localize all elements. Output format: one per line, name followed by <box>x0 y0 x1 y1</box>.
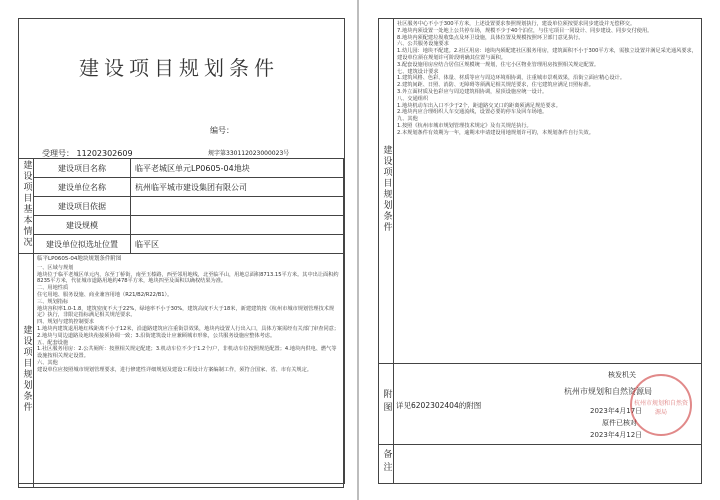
serial-label: 编号： <box>210 126 234 135</box>
row-value <box>131 216 344 235</box>
verify-date: 2023年4月12日 <box>590 431 643 439</box>
paragraph: 1.社区服务用房：2.公共厕所：按照相关规定配建；3.机动车位不少于1.2个/户，非机动车位按照规范配置；4.地块内供电、燃气等设施按相关规定设置。 <box>37 346 337 360</box>
paragraph: 8.地块内须配建垃圾收集点及环卫设施，具体位置及规模按照环卫部门意见执行。 <box>397 34 584 41</box>
paragraph: 七、建筑设计要求 <box>397 68 439 75</box>
paragraph: 2.建筑间距、日照、消防、无障碍等须满足相关规范要求，住宅建筑应满足日照标准。 <box>397 82 594 89</box>
row-value <box>131 197 344 216</box>
paragraph: 九、其他 <box>397 116 418 123</box>
note-label: 备注 <box>379 445 394 484</box>
handwritten-verify: 原件已核对 <box>602 419 637 427</box>
paragraph: 1.幼儿园：地块不配建。2.社区用房：地块内须配建社区服务用房，建筑面积不小于300平方米，需独立设置并满足采光通风要求，建设单位须在规划许可阶段明确其位置与面积。 <box>397 48 697 61</box>
paragraph: 1.地块机动车出入口不少于2个，距道路交叉口的距离须满足规范要求。 <box>397 102 561 109</box>
issue-date: 2023年4月17日 <box>590 407 643 415</box>
permit-number: 规字第330112023000023号 <box>208 150 290 157</box>
attach-label: 附图 <box>379 364 394 445</box>
paragraph: 地块位于临平老城区单元内，东至丁桥街，南至玉榛路，西至邻用地线，北至临平山，用地总面积8713.15平方米。其中出让面积约8235平方米，代征城市道路用地约478平方米，地块四至及面积以确权结果为准。 <box>37 271 339 285</box>
paragraph: 八、交通组织 <box>397 95 429 102</box>
row-value: 杭州临平城市建设集团有限公司 <box>131 178 344 197</box>
paragraph: 3.外立面材质及色彩应与周边建筑相协调，屋顶设施应统一设计。 <box>397 88 548 95</box>
attachment-cell <box>394 364 702 445</box>
paragraph: 四、规划与建筑控制要求 <box>37 319 95 326</box>
note-cell <box>394 445 702 484</box>
paragraph: 六、公共服务设施要求 <box>397 41 449 48</box>
paragraph: 2.本规划条件有效期为一年，逾期未申请建设用地规划许可的，本规划条件自行失效。 <box>397 129 594 136</box>
row-label: 建设项目依据 <box>34 197 131 216</box>
paragraph: 二、用地性质 <box>37 285 69 292</box>
paragraph: 住宅用地、服务设施、商业兼容用地（R21/B2/R22/B1）。 <box>37 291 173 298</box>
row-label: 建设规模 <box>34 216 131 235</box>
attachment-reference: 详见6202302404的附图 <box>396 401 482 410</box>
paragraph: 五、配套设施 <box>37 339 69 346</box>
accept-value: 11202302609 <box>76 149 133 158</box>
document-title: 建设项目规划条件 <box>79 56 279 80</box>
basic-info-table <box>18 158 344 488</box>
paragraph: 地块容积率1.0-1.8，建筑密度不大于22%，绿地率不小于30%，建筑高度不大于18米，新建建筑按《杭州市城市规划管理技术规定》执行，非限定指标满足相关规范要求。 <box>37 305 335 319</box>
row-label: 建设项目名称 <box>34 159 131 178</box>
paragraph: 1.建筑风格、色彩、体量、材质等应与周边环境相协调，注重城市景观效果，沿街立面应精心设计。 <box>397 75 626 82</box>
accept-label: 受理号： <box>42 149 74 158</box>
handwritten-issuer: 核发机关 <box>608 371 636 379</box>
paragraph: 1.按照《杭州市城市规划管理技术规定》及有关规范执行。 <box>397 122 532 129</box>
page-divider <box>357 0 359 500</box>
side-label-conditions-right: 建设项目规划条件 <box>379 19 394 364</box>
conditions-continued-table <box>378 18 702 484</box>
paragraph: 三、规划指标 <box>37 298 69 305</box>
conditions-text-continued <box>394 19 702 364</box>
side-label-conditions: 建设项目规划条件 <box>19 254 34 488</box>
paragraph: 1.地块内建筑退用地红线距离不小于12米，沿道路建筑应注重街景效果，地块内设置人行出入口，具体方案需经有关部门审查同意；2.地块与周边道路及地块衔接须协调一致；3.沿街建筑设计应兼顾城市形象，公共服务设施应整体考虑。 <box>37 325 340 339</box>
paragraph: 社区服务中心不小于300平方米，上述设置要求参照规划执行，建设单位须按要求同步建设并无偿移交。 <box>397 21 636 27</box>
left-page <box>0 0 358 500</box>
paragraph: 六、其他 <box>37 359 58 366</box>
row-label: 建设单位名称 <box>34 178 131 197</box>
paragraph: 一、区域与规划 <box>37 264 74 271</box>
paragraph: 2.地块内应合理组织人车交通流线，设置必要的停车及回车场地。 <box>397 109 548 116</box>
row-value: 临平区 <box>131 235 344 254</box>
official-seal: 杭州市规划和自然资源局 <box>630 374 692 436</box>
conditions-text <box>34 254 344 488</box>
side-label-info: 建设项目基本情况 <box>19 159 34 254</box>
paragraph: 7.地块内须设置一处地上公共停车场，规模不少于40个泊位，与住宅项目一同设计、同步建设、同步交付使用。 <box>397 27 653 34</box>
row-label: 建设单位拟选址位置 <box>34 235 131 254</box>
paragraph: 建设单位应按照城市规划管理要求，进行修建性详细规划及建设工程设计方案编制工作，须符合国家、省、市有关规定。 <box>37 366 312 373</box>
row-value: 临平老城区单元LP0605-04地块 <box>131 159 344 178</box>
stamp-organization: 杭州市规划和自然资源局 <box>564 387 652 396</box>
subnote: 临平LP0605-04地块规划条件附图 <box>37 256 122 262</box>
paragraph: 3.配套设施用房应结合居住区规模统一规划，住宅小区物业管理用房按照相关规定配置。 <box>397 61 600 68</box>
